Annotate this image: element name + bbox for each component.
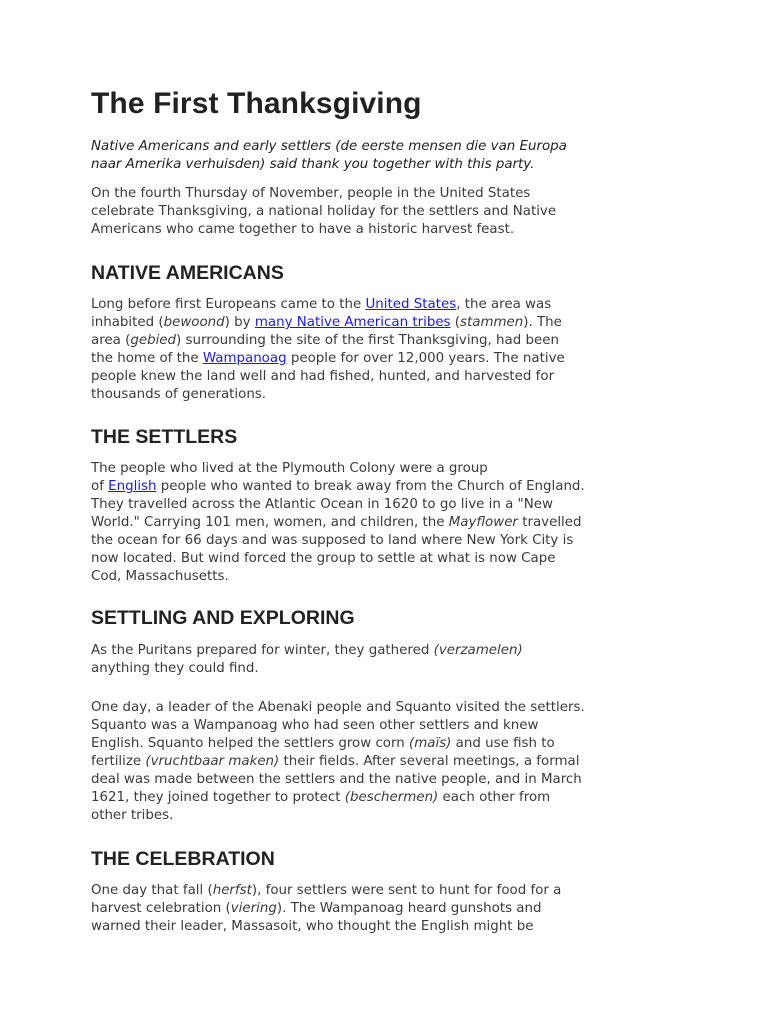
celebration-paragraph bbox=[91, 882, 561, 936]
paragraph-line: One day that fall (herfst), four settlers were sent to hunt for food for a bbox=[91, 883, 562, 898]
paragraph-line: people knew the land well and had fished, hunted, and harvested for bbox=[91, 369, 555, 384]
paragraph-line: Squanto was a Wampanoag who had seen other settlers and knew bbox=[91, 718, 539, 733]
settlers-paragraph bbox=[91, 460, 585, 586]
paragraph-line: anything they could find. bbox=[91, 661, 259, 676]
native-american-tribes-link[interactable]: many Native American tribes bbox=[254, 315, 451, 330]
section-heading-native-americans: NATIVE AMERICANS bbox=[91, 262, 284, 284]
wampanoag-link[interactable]: Wampanoag bbox=[202, 351, 287, 366]
paragraph-line: thousands of generations. bbox=[91, 387, 267, 402]
opening-line: On the fourth Thursday of November, people in the United States bbox=[91, 186, 531, 201]
paragraph-line: area (gebied) surrounding the site of the first Thanksgiving, had been bbox=[91, 333, 559, 348]
paragraph-line: deal was made between the settlers and the native people, and in March bbox=[91, 772, 582, 787]
paragraph-line: the home of the Wampanoag people for over 12,000 years. The native bbox=[91, 351, 565, 366]
paragraph-line: 1621, they joined together to protect (beschermen) each other from bbox=[91, 790, 551, 805]
paragraph-line: One day, a leader of the Abenaki people and Squanto visited the settlers. bbox=[91, 700, 585, 715]
paragraph-line: Cod, Massachusetts. bbox=[91, 569, 229, 584]
united-states-link[interactable]: United States bbox=[365, 297, 457, 312]
paragraph-line: World." Carrying 101 men, women, and children, the Mayflower travelled bbox=[91, 515, 582, 530]
paragraph-line: fertilize (vruchtbaar maken) their fields. After several meetings, a formal bbox=[91, 754, 580, 769]
intro-line: Native Americans and early settlers (de eerste mensen die van Europa bbox=[91, 139, 567, 154]
paragraph-line: Long before first Europeans came to the United States, the area was bbox=[91, 297, 552, 312]
paragraph-line: inhabited (bewoond) by many Native American tribes (stammen). The bbox=[91, 315, 562, 330]
paragraph-line: now located. But wind forced the group to settle at what is now Cape bbox=[91, 551, 556, 566]
paragraph-line: warned their leader, Massasoit, who thought the English might be bbox=[91, 919, 534, 934]
paragraph-line: English. Squanto helped the settlers grow corn (maïs) and use fish to bbox=[91, 736, 555, 751]
page-title: The First Thanksgiving bbox=[91, 87, 422, 120]
paragraph-line: The people who lived at the Plymouth Colony were a group bbox=[91, 461, 488, 476]
paragraph-line: harvest celebration (viering). The Wampanoag heard gunshots and bbox=[91, 901, 542, 916]
section-heading-settlers: THE SETTLERS bbox=[91, 426, 238, 448]
paragraph-line: other tribes. bbox=[91, 808, 174, 823]
opening-paragraph bbox=[91, 185, 556, 239]
paragraph-line: As the Puritans prepared for winter, they gathered (verzamelen) bbox=[91, 643, 523, 658]
intro-paragraph bbox=[91, 138, 567, 174]
paragraph-line: of English people who wanted to break away from the Church of England. bbox=[91, 479, 585, 494]
section-heading-celebration: THE CELEBRATION bbox=[91, 848, 275, 870]
settling-paragraph-1 bbox=[91, 642, 523, 678]
opening-line: Americans who came together to have a historic harvest feast. bbox=[91, 222, 515, 237]
settling-paragraph-2 bbox=[91, 699, 585, 825]
opening-line: celebrate Thanksgiving, a national holiday for the settlers and Native bbox=[91, 204, 557, 219]
native-americans-paragraph bbox=[91, 296, 565, 404]
section-heading-settling-exploring: SETTLING AND EXPLORING bbox=[91, 607, 355, 629]
english-link[interactable]: English bbox=[108, 479, 157, 494]
intro-line: naar Amerika verhuisden) said thank you together with this party. bbox=[91, 157, 535, 172]
paragraph-line: They travelled across the Atlantic Ocean in 1620 to go live in a "New bbox=[91, 497, 553, 512]
paragraph-line: the ocean for 66 days and was supposed to land where New York City is bbox=[91, 533, 574, 548]
